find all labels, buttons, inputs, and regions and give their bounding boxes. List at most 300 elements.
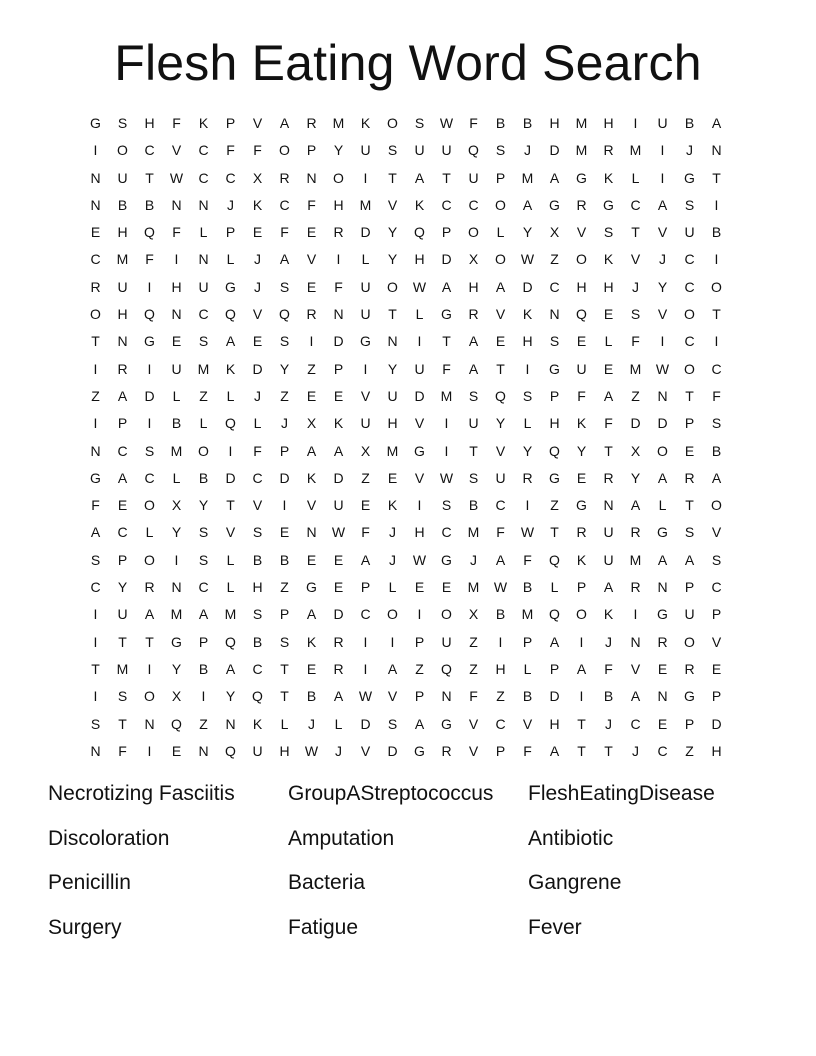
- grid-letter: K: [603, 169, 614, 186]
- grid-letter: C: [549, 278, 560, 295]
- grid-letter: W: [439, 469, 454, 486]
- grid-letter: N: [657, 579, 668, 596]
- grid-letter: A: [495, 278, 506, 295]
- grid-letter: N: [171, 579, 182, 596]
- grid-letter: N: [711, 142, 722, 159]
- grid-letter: P: [360, 579, 371, 596]
- grid-letter: I: [282, 497, 287, 514]
- grid-letter: R: [279, 169, 290, 186]
- grid-letter: V: [468, 742, 479, 759]
- grid-letter: N: [657, 688, 668, 705]
- grid-letter: P: [495, 169, 506, 186]
- grid-letter: B: [522, 688, 533, 705]
- grid-letter: F: [523, 742, 532, 759]
- grid-letter: P: [198, 633, 209, 650]
- grid-letter: S: [630, 306, 641, 323]
- grid-letter: H: [252, 579, 263, 596]
- grid-letter: W: [169, 169, 184, 186]
- grid-letter: L: [550, 579, 559, 596]
- grid-letter: L: [226, 387, 235, 404]
- grid-letter: T: [442, 169, 451, 186]
- grid-letter: L: [415, 306, 424, 323]
- grid-letter: F: [253, 442, 262, 459]
- grid-letter: P: [549, 387, 560, 404]
- grid-letter: M: [386, 442, 399, 459]
- grid-letter: T: [91, 660, 100, 677]
- grid-letter: Q: [225, 742, 236, 759]
- grid-letter: A: [279, 251, 290, 268]
- grid-letter: G: [171, 633, 182, 650]
- grid-letter: J: [605, 633, 612, 650]
- grid-letter: H: [468, 278, 479, 295]
- grid-letter: T: [469, 442, 478, 459]
- grid-letter: E: [171, 333, 182, 350]
- grid-letter: D: [279, 469, 290, 486]
- grid-letter: R: [90, 278, 101, 295]
- grid-letter: C: [684, 333, 695, 350]
- grid-letter: B: [171, 415, 182, 432]
- grid-letter: G: [657, 606, 668, 623]
- grid-letter: A: [306, 606, 317, 623]
- grid-letter: S: [387, 142, 398, 159]
- grid-letter: C: [495, 715, 506, 732]
- grid-letter: H: [603, 278, 614, 295]
- grid-letter: A: [576, 660, 587, 677]
- grid-letter: Z: [280, 579, 289, 596]
- grid-letter: I: [579, 688, 584, 705]
- grid-letter: B: [522, 579, 533, 596]
- grid-letter: C: [252, 660, 263, 677]
- grid-letter: V: [252, 306, 263, 323]
- grid-letter: G: [90, 469, 101, 486]
- grid-letter: V: [657, 306, 668, 323]
- grid-letter: J: [524, 142, 531, 159]
- grid-letter: I: [525, 497, 530, 514]
- grid-letter: E: [117, 497, 128, 514]
- grid-letter: Q: [414, 224, 425, 241]
- grid-letter: V: [495, 442, 506, 459]
- grid-letter: I: [714, 333, 719, 350]
- grid-letter: B: [198, 469, 209, 486]
- grid-letter: A: [657, 551, 668, 568]
- grid-letter: A: [495, 551, 506, 568]
- grid-letter: P: [495, 742, 506, 759]
- grid-letter: Q: [495, 387, 506, 404]
- grid-letter: T: [91, 333, 100, 350]
- grid-letter: H: [387, 415, 398, 432]
- grid-letter: L: [496, 224, 505, 241]
- grid-letter: L: [631, 169, 640, 186]
- grid-letter: G: [441, 551, 452, 568]
- grid-letter: K: [306, 469, 317, 486]
- grid-letter: I: [147, 415, 152, 432]
- grid-letter: V: [657, 224, 668, 241]
- grid-letter: R: [333, 660, 344, 677]
- grid-letter: K: [603, 251, 614, 268]
- grid-letter: Y: [657, 278, 668, 295]
- grid-letter: C: [630, 196, 641, 213]
- grid-letter: K: [414, 196, 425, 213]
- grid-letter: A: [603, 387, 614, 404]
- grid-letter: Z: [550, 497, 559, 514]
- grid-letter: C: [198, 142, 209, 159]
- grid-letter: M: [440, 387, 453, 404]
- grid-letter: W: [520, 524, 535, 541]
- grid-letter: N: [117, 333, 128, 350]
- grid-letter: L: [658, 497, 667, 514]
- grid-letter: D: [711, 715, 722, 732]
- grid-letter: L: [523, 415, 532, 432]
- grid-letter: G: [414, 442, 425, 459]
- grid-letter: V: [387, 196, 398, 213]
- grid-letter: T: [118, 633, 127, 650]
- grid-letter: G: [549, 360, 560, 377]
- grid-letter: A: [549, 633, 560, 650]
- grid-letter: G: [306, 579, 317, 596]
- grid-letter: U: [576, 360, 587, 377]
- grid-letter: U: [198, 278, 209, 295]
- grid-letter: I: [363, 169, 368, 186]
- grid-letter: X: [468, 251, 479, 268]
- grid-letter: F: [631, 333, 640, 350]
- word-list-item: Amputation: [288, 826, 395, 850]
- grid-letter: S: [279, 333, 290, 350]
- grid-letter: O: [387, 278, 398, 295]
- grid-letter: J: [659, 251, 666, 268]
- grid-letter: S: [441, 497, 452, 514]
- grid-letter: L: [226, 579, 235, 596]
- grid-letter: K: [576, 551, 587, 568]
- grid-letter: M: [359, 196, 372, 213]
- grid-letter: I: [417, 333, 422, 350]
- grid-letter: O: [711, 497, 722, 514]
- grid-letter: X: [630, 442, 641, 459]
- grid-letter: A: [414, 715, 425, 732]
- grid-letter: J: [308, 715, 315, 732]
- grid-letter: T: [577, 715, 586, 732]
- grid-letter: Z: [361, 469, 370, 486]
- grid-letter: Y: [171, 524, 182, 541]
- grid-letter: Q: [225, 633, 236, 650]
- grid-letter: E: [657, 715, 668, 732]
- grid-letter: S: [117, 688, 128, 705]
- grid-letter: S: [711, 551, 722, 568]
- grid-letter: L: [199, 415, 208, 432]
- grid-letter: A: [657, 196, 668, 213]
- grid-letter: A: [468, 333, 479, 350]
- grid-letter: A: [522, 196, 533, 213]
- grid-letter: A: [711, 115, 722, 131]
- grid-letter: L: [604, 333, 613, 350]
- grid-letter: G: [414, 742, 425, 759]
- word-list-item: GroupAStreptococcus: [288, 782, 494, 805]
- grid-letter: R: [306, 306, 317, 323]
- grid-letter: I: [147, 360, 152, 377]
- grid-letter: S: [684, 196, 695, 213]
- word-list-item: Antibiotic: [528, 826, 614, 850]
- grid-letter: A: [333, 442, 344, 459]
- grid-letter: C: [198, 306, 209, 323]
- grid-letter: N: [90, 442, 101, 459]
- grid-letter: G: [144, 333, 155, 350]
- grid-letter: I: [93, 688, 98, 705]
- grid-letter: F: [361, 524, 370, 541]
- grid-letter: O: [657, 442, 668, 459]
- grid-letter: A: [549, 169, 560, 186]
- grid-letter: L: [361, 251, 370, 268]
- grid-letter: A: [630, 688, 641, 705]
- grid-letter: K: [387, 497, 398, 514]
- grid-letter: P: [684, 415, 695, 432]
- grid-letter: I: [363, 660, 368, 677]
- grid-letter: T: [226, 497, 235, 514]
- grid-letter: Z: [415, 660, 424, 677]
- grid-letter: I: [444, 442, 449, 459]
- grid-letter: C: [144, 469, 155, 486]
- grid-letter: D: [522, 278, 533, 295]
- grid-letter: Z: [199, 715, 208, 732]
- grid-letter: Z: [91, 387, 100, 404]
- grid-letter: F: [523, 551, 532, 568]
- grid-letter: M: [116, 660, 129, 677]
- grid-letter: W: [331, 524, 346, 541]
- word-list-item: Bacteria: [288, 871, 366, 894]
- grid-letter: F: [442, 360, 451, 377]
- grid-letter: H: [414, 524, 425, 541]
- grid-letter: I: [525, 360, 530, 377]
- grid-letter: U: [117, 169, 128, 186]
- grid-letter: Z: [685, 742, 694, 759]
- grid-letter: M: [521, 606, 534, 623]
- grid-letter: A: [117, 469, 128, 486]
- grid-letter: C: [225, 169, 236, 186]
- grid-letter: V: [522, 715, 533, 732]
- grid-letter: O: [495, 251, 506, 268]
- grid-letter: A: [387, 660, 398, 677]
- grid-letter: L: [172, 387, 181, 404]
- grid-letter: M: [629, 360, 642, 377]
- grid-letter: I: [93, 633, 98, 650]
- grid-letter: N: [144, 715, 155, 732]
- grid-letter: X: [252, 169, 263, 186]
- grid-letter: H: [711, 742, 722, 759]
- grid-letter: D: [549, 688, 560, 705]
- grid-letter: A: [306, 442, 317, 459]
- grid-letter: Z: [280, 387, 289, 404]
- grid-letter: E: [252, 224, 263, 241]
- grid-letter: R: [657, 633, 668, 650]
- grid-letter: E: [90, 224, 101, 241]
- grid-letter: G: [576, 497, 587, 514]
- grid-letter: E: [360, 497, 371, 514]
- grid-letter: M: [521, 169, 534, 186]
- grid-letter: V: [414, 415, 425, 432]
- grid-letter: T: [577, 742, 586, 759]
- grid-letter: Q: [279, 306, 290, 323]
- grid-letter: E: [387, 469, 398, 486]
- grid-letter: O: [684, 306, 695, 323]
- grid-letter: R: [684, 660, 695, 677]
- grid-letter: J: [686, 142, 693, 159]
- grid-letter: G: [684, 688, 695, 705]
- grid-letter: M: [467, 579, 480, 596]
- grid-letter: M: [170, 442, 183, 459]
- grid-letter: E: [684, 442, 695, 459]
- grid-letter: S: [198, 524, 209, 541]
- grid-letter: U: [171, 360, 182, 377]
- grid-letter: J: [389, 551, 396, 568]
- grid-letter: H: [576, 278, 587, 295]
- grid-letter: Y: [225, 688, 236, 705]
- grid-letter: Q: [576, 306, 587, 323]
- grid-letter: F: [172, 224, 181, 241]
- grid-letter: V: [360, 742, 371, 759]
- grid-letter: I: [417, 497, 422, 514]
- grid-letter: Y: [117, 579, 128, 596]
- grid-letter: R: [576, 524, 587, 541]
- grid-letter: R: [684, 469, 695, 486]
- grid-letter: E: [279, 524, 290, 541]
- grid-letter: V: [630, 251, 641, 268]
- grid-letter: F: [172, 115, 181, 131]
- grid-letter: R: [306, 115, 317, 131]
- grid-letter: E: [306, 224, 317, 241]
- grid-letter: P: [279, 606, 290, 623]
- grid-letter: K: [252, 715, 263, 732]
- grid-letter: C: [684, 278, 695, 295]
- grid-letter: C: [468, 196, 479, 213]
- grid-letter: S: [522, 387, 533, 404]
- grid-letter: U: [360, 306, 371, 323]
- grid-letter: F: [118, 742, 127, 759]
- grid-letter: X: [171, 497, 182, 514]
- grid-letter: U: [360, 415, 371, 432]
- grid-letter: G: [360, 333, 371, 350]
- grid-letter: R: [333, 224, 344, 241]
- grid-letter: P: [306, 142, 317, 159]
- grid-letter: L: [226, 251, 235, 268]
- grid-letter: L: [334, 715, 343, 732]
- grid-letter: U: [252, 742, 263, 759]
- grid-letter: A: [225, 333, 236, 350]
- grid-letter: M: [224, 606, 237, 623]
- grid-letter: I: [363, 633, 368, 650]
- grid-letter: V: [171, 142, 182, 159]
- grid-letter: G: [441, 715, 452, 732]
- grid-letter: Q: [171, 715, 182, 732]
- grid-letter: S: [711, 415, 722, 432]
- grid-letter: Y: [171, 660, 182, 677]
- grid-letter: O: [576, 606, 587, 623]
- grid-letter: I: [147, 278, 152, 295]
- grid-letter: F: [145, 251, 154, 268]
- grid-letter: T: [388, 306, 397, 323]
- grid-letter: E: [657, 660, 668, 677]
- grid-letter: E: [495, 333, 506, 350]
- grid-letter: P: [414, 688, 425, 705]
- grid-letter: N: [225, 715, 236, 732]
- grid-letter: D: [144, 387, 155, 404]
- grid-letter: D: [657, 415, 668, 432]
- grid-letter: A: [360, 551, 371, 568]
- grid-letter: B: [495, 606, 506, 623]
- grid-letter: S: [387, 715, 398, 732]
- grid-letter: H: [333, 196, 344, 213]
- grid-letter: R: [333, 633, 344, 650]
- grid-letter: T: [442, 333, 451, 350]
- grid-letter: F: [307, 196, 316, 213]
- grid-letter: J: [335, 742, 342, 759]
- grid-letter: A: [90, 524, 101, 541]
- grid-letter: V: [360, 387, 371, 404]
- grid-letter: F: [712, 387, 721, 404]
- grid-letter: Q: [144, 224, 155, 241]
- grid-letter: T: [388, 169, 397, 186]
- grid-letter: S: [549, 333, 560, 350]
- grid-letter: C: [360, 606, 371, 623]
- grid-letter: B: [711, 224, 722, 241]
- grid-letter: N: [171, 306, 182, 323]
- grid-letter: J: [254, 278, 261, 295]
- grid-letter: J: [227, 196, 234, 213]
- grid-letter: T: [631, 224, 640, 241]
- grid-letter: L: [226, 551, 235, 568]
- grid-letter: I: [714, 196, 719, 213]
- grid-letter: M: [170, 606, 183, 623]
- grid-letter: K: [306, 633, 317, 650]
- grid-letter: F: [604, 660, 613, 677]
- grid-letter: O: [90, 306, 101, 323]
- grid-letter: V: [252, 497, 263, 514]
- grid-letter: I: [714, 251, 719, 268]
- grid-letter: D: [387, 742, 398, 759]
- grid-letter: P: [549, 660, 560, 677]
- word-list-item: Discoloration: [48, 826, 170, 850]
- grid-letter: E: [441, 579, 452, 596]
- grid-letter: F: [226, 142, 235, 159]
- grid-letter: E: [576, 333, 587, 350]
- grid-letter: Y: [495, 415, 506, 432]
- grid-letter: A: [630, 497, 641, 514]
- grid-letter: O: [198, 442, 209, 459]
- grid-letter: B: [711, 442, 722, 459]
- grid-letter: U: [414, 142, 425, 159]
- grid-letter: D: [360, 224, 371, 241]
- grid-letter: W: [304, 742, 319, 759]
- grid-letter: F: [334, 278, 343, 295]
- grid-letter: L: [523, 660, 532, 677]
- grid-letter: U: [468, 415, 479, 432]
- grid-letter: O: [495, 196, 506, 213]
- grid-letter: G: [603, 196, 614, 213]
- grid-letter: D: [252, 360, 263, 377]
- grid-letter: R: [603, 142, 614, 159]
- grid-letter: M: [197, 360, 210, 377]
- grid-letter: H: [144, 115, 155, 131]
- grid-letter: A: [603, 579, 614, 596]
- grid-letter: T: [280, 660, 289, 677]
- grid-letter: S: [495, 142, 506, 159]
- grid-letter: W: [493, 579, 508, 596]
- grid-letter: Q: [468, 142, 479, 159]
- grid-letter: I: [390, 633, 395, 650]
- grid-letter: E: [414, 579, 425, 596]
- grid-letter: N: [549, 306, 560, 323]
- grid-letter: S: [90, 715, 101, 732]
- word-list-item: Gangrene: [528, 871, 622, 894]
- grid-letter: O: [684, 633, 695, 650]
- grid-letter: Y: [576, 442, 587, 459]
